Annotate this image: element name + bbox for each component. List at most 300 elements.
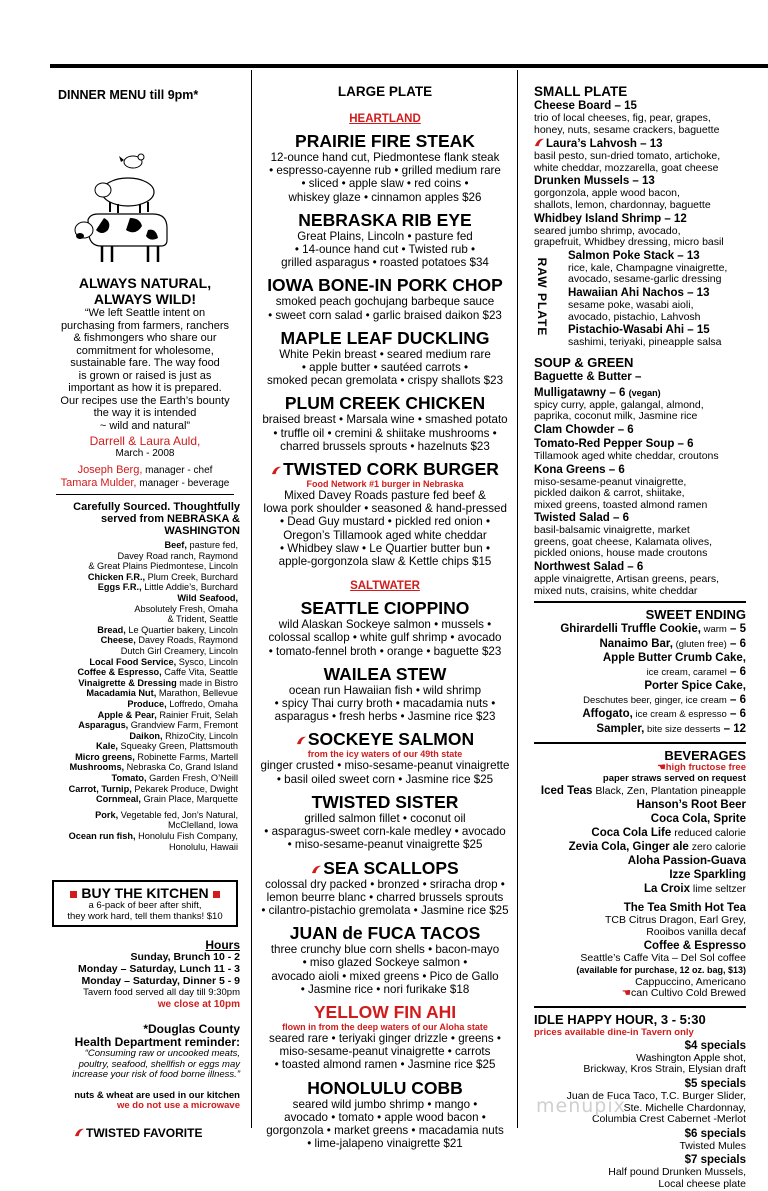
- sweet-item: [534, 693, 746, 708]
- source-row: [50, 741, 238, 752]
- dish-desc-line: braised breast • Marsala wine • smashed potato: [262, 413, 508, 427]
- source-row: [50, 688, 238, 699]
- dish-desc-line: • spicy Thai curry broth • macadamia nuts •: [274, 697, 496, 711]
- source-row: [50, 604, 238, 615]
- small-plate-desc: [534, 226, 746, 249]
- dish-desc-line: White Pekin breast • seared medium rare: [279, 347, 491, 361]
- dish-desc-line: avocado • tomato • apple wood bacon •: [284, 1110, 486, 1124]
- source-detail: Loffredo, Omaha: [166, 698, 238, 709]
- dish-desc-line: • truffle oil • cremini & shiitake mushrooms •: [273, 426, 497, 440]
- raw-plate-desc: [568, 337, 746, 349]
- dish-title: WAILEA STEW: [323, 663, 447, 684]
- dish-desc: [258, 230, 512, 270]
- dish-desc: [258, 878, 512, 918]
- source-detail: Honolulu Fish Company,: [135, 831, 238, 842]
- source-row: [50, 657, 238, 668]
- zevia-desc: zero calorie: [688, 841, 746, 854]
- hours-note: Tavern food served all day till 9:30pm: [83, 987, 240, 999]
- sweet-ending-section: [534, 607, 746, 736]
- always-line-1: ALWAYS NATURAL,: [78, 275, 212, 291]
- dish-desc-line: 12-ounce hand cut, Piedmontese flank steak: [270, 151, 500, 164]
- dish-desc-line: Mixed Davey Roads pasture fed beef &: [284, 489, 486, 503]
- source-name: Asparagus,: [78, 720, 129, 731]
- source-detail: Little Addie’s, Burchard: [141, 582, 238, 593]
- happy-special-price: $6 specials: [684, 1127, 746, 1140]
- raw-plate-title: Pistachio-Wasabi Ahi – 15: [568, 324, 710, 337]
- small-plate-desc-line: shallots, lemon, chardonnay, baguette: [534, 198, 711, 211]
- dinner-menu-heading: DINNER MENU till 9pm*: [58, 88, 199, 102]
- beverage-item: Coca Cola, Sprite: [650, 813, 746, 826]
- beverage-item: Hanson’s Root Beer: [636, 799, 746, 812]
- dish-desc-line: miso-sesame-peanut vinaigrette • carrots: [279, 1045, 491, 1059]
- source-detail: Grain Place, Marquette: [140, 794, 238, 805]
- source-row: [50, 752, 238, 763]
- hours-heading: Hours: [205, 938, 240, 953]
- dish-desc-line: • basil oiled sweet corn • Jasmine rice $25: [276, 772, 494, 786]
- sweet-desc: bite size desserts: [644, 723, 721, 735]
- story-line: commitment for wholesome,: [76, 344, 214, 357]
- can-icon: ☚: [621, 987, 632, 1000]
- dish-desc-line: colossal scallop • white gulf shrimp • avocado: [268, 631, 502, 645]
- straws-note: paper straws served on request: [602, 773, 746, 785]
- dish-desc-line: colossal dry packed • bronzed • sriracha drop •: [265, 877, 505, 891]
- owners-story: [50, 307, 240, 432]
- dish-name: [258, 858, 512, 878]
- story-line: & fishmongers who share our: [73, 332, 217, 344]
- sweet-item: [534, 665, 746, 680]
- raw-plate-desc: [568, 300, 746, 323]
- source-detail: Squeaky Green, Plattsmouth: [117, 741, 238, 752]
- source-row: [50, 784, 238, 795]
- raw-plate-title: Hawaiian Ahi Nachos – 13: [568, 286, 710, 299]
- source-detail: Davey Roads, Raymond: [135, 635, 238, 646]
- sweet-item: [534, 722, 746, 737]
- story-line: purchasing from farmers, ranchers: [60, 319, 230, 332]
- dish-title: JUAN de FUCA TACOS: [289, 923, 481, 944]
- la-croix-desc: lime seltzer: [689, 883, 746, 896]
- dish-desc: [258, 618, 512, 658]
- dish-item: [258, 210, 512, 270]
- small-plate-title: Drunken Mussels – 13: [534, 175, 655, 188]
- kona-greens-desc: [534, 477, 746, 512]
- source-name: Kale,: [96, 741, 118, 752]
- small-plate-items: [534, 100, 746, 249]
- source-name: Ocean run fish,: [68, 831, 136, 842]
- source-name: Chicken F.R.,: [87, 571, 146, 582]
- dish-desc-line: • lime-jalapeno vinaigrette $21: [307, 1137, 463, 1151]
- dish-note: flown in from the deep waters of our Aloha state: [282, 1021, 488, 1032]
- source-detail: Dutch Girl Creamery, Lincoln: [120, 645, 238, 656]
- sourced-heading-line: served from NEBRASKA &: [101, 513, 240, 525]
- heartland-heading: HEARTLAND: [349, 113, 421, 125]
- health-text-line: “Consuming raw or uncooked meats,: [84, 1048, 240, 1060]
- small-plate-desc-line: trio of local cheeses, fig, pear, grapes,: [534, 112, 711, 124]
- dish-desc: [258, 489, 512, 568]
- sweet-desc: ice cream, caramel: [646, 666, 727, 678]
- dish-desc-line: three crunchy blue corn shells • bacon-mayo: [270, 943, 500, 957]
- column-divider-left: [251, 70, 252, 1128]
- beverage-list: [534, 799, 746, 826]
- sweet-item: [534, 707, 746, 722]
- sweet-price: – 6: [726, 708, 746, 721]
- small-plate-title: Laura’s Lahvosh – 13: [546, 138, 663, 151]
- dish-name: [258, 131, 512, 151]
- source-name: Coffee & Espresso,: [77, 667, 162, 678]
- source-name: Carrot, Turnip,: [68, 783, 132, 794]
- hours-line: Monday – Saturday, Dinner 5 - 9: [81, 975, 240, 988]
- sweet-price: – 12: [720, 722, 746, 735]
- dish-desc-line: grilled asparagus • roasted potatoes $34: [281, 256, 489, 270]
- buy-the-kitchen-box: [52, 880, 238, 927]
- source-row: [50, 551, 238, 562]
- dish-desc-line: • Whidbey slaw • Le Quartier butter bun •: [279, 541, 490, 555]
- dish-desc-line: • tomato-fennel broth • orange • baguette $23: [268, 644, 502, 658]
- sweet-item: [534, 679, 746, 693]
- source-row: [50, 773, 238, 784]
- dish-desc-line: asparagus • fresh herbs • Jasmine rice $23: [274, 710, 496, 724]
- dish-item: [258, 1078, 512, 1151]
- left-column: [50, 78, 240, 1140]
- source-row: [50, 731, 238, 742]
- dish-desc-line: Great Plains, Lincoln • pasture fed: [297, 229, 473, 243]
- sweet-name: Nanaimo Bar,: [599, 637, 673, 650]
- dish-item: [258, 275, 512, 321]
- source-row: [50, 842, 238, 853]
- source-row: [50, 635, 238, 646]
- coca-cola-life-desc: reduced calorie: [671, 827, 746, 840]
- dish-desc-line: Oregon’s Tillamook aged white cheddar: [283, 528, 487, 542]
- source-row: [50, 593, 238, 604]
- source-name: Tomato,: [111, 773, 147, 784]
- dish-desc-line: • 14-ounce hand cut • Twisted rub •: [294, 243, 476, 257]
- dish-title: YELLOW FIN AHI: [313, 1001, 457, 1022]
- sweet-name: Porter Spice Cake,: [644, 680, 746, 693]
- dish-desc-line: wild Alaskan Sockeye salmon • mussels •: [278, 618, 492, 632]
- story-line: sustainable fare. The way food: [70, 357, 220, 369]
- dish-desc-line: smoked pecan gremolata • crispy shallots $23: [266, 374, 504, 388]
- happy-special-line: Twisted Mules: [679, 1139, 746, 1152]
- dish-desc: [258, 295, 512, 321]
- dish-desc-line: charred brussels sprouts • hazelnuts $23: [280, 439, 490, 453]
- dish-name: [258, 792, 512, 812]
- dish-desc-line: grilled salmon fillet • coconut oil: [304, 811, 466, 825]
- source-row: [50, 582, 238, 593]
- sweet-desc: warm: [700, 624, 727, 636]
- dish-name: [258, 393, 512, 413]
- twisted-favorite-icon: [311, 864, 322, 875]
- staff2-name: Tamara Mulder,: [60, 477, 137, 489]
- source-name: Eggs F.R.,: [97, 582, 142, 593]
- twisted-salad-line: greens, goat cheese, Kalamata olives,: [534, 535, 713, 548]
- microwave-note: we do not use a microwave: [116, 1100, 240, 1112]
- red-square-icon: [213, 891, 220, 898]
- sourced-heading: [50, 501, 240, 537]
- dish-name: [258, 598, 512, 618]
- source-row: [50, 614, 238, 625]
- dish-desc: [258, 759, 512, 785]
- farm-animals-illustration: [70, 150, 180, 265]
- tea-line: TCB Citrus Dragon, Earl Grey,: [604, 914, 746, 927]
- dish-desc-line: • toasted almond ramen • Jasmine rice $25: [274, 1058, 496, 1072]
- mulligatawny-line: paprika, coconut milk, Jasmine rice: [534, 410, 698, 423]
- source-detail: Garden Fresh, O’Neill: [146, 773, 238, 784]
- saltwater-dishes: [258, 598, 512, 1150]
- source-row: [50, 831, 238, 842]
- source-row: [50, 646, 238, 657]
- owners-name: Darrell & Laura Auld,: [89, 434, 201, 448]
- source-detail: Grandview Farm, Fremont: [128, 720, 238, 731]
- sweet-name: Apple Butter Crumb Cake,: [602, 652, 746, 665]
- source-detail: Sysco, Lincoln: [176, 656, 238, 667]
- twisted-favorite-icon: [271, 465, 282, 476]
- dish-desc: [258, 151, 512, 204]
- northwest-salad-desc: [534, 574, 746, 597]
- buy-kitchen-line-2: they work hard, tell them thanks! $10: [67, 910, 223, 922]
- happy-special-line: Local cheese plate: [658, 1177, 746, 1190]
- dish-desc-line: • miso glazed Sockeye salmon •: [302, 956, 468, 970]
- dish-title: SOCKEYE SALMON: [307, 729, 475, 750]
- twisted-favorite-icon: [74, 1127, 85, 1138]
- raw-plate-desc-line: avocado, sesame-garlic dressing: [568, 273, 722, 286]
- dish-desc-line: gorgonzola • market greens • macadamia nuts: [266, 1123, 504, 1137]
- raw-plate-desc-line: sashimi, teriyaki, pineapple salsa: [568, 336, 722, 349]
- sweet-price: – 6: [726, 693, 746, 706]
- twisted-salad-desc: [534, 525, 746, 560]
- dish-item: [258, 459, 512, 568]
- sweet-name: Ghirardelli Truffle Cookie,: [560, 623, 701, 636]
- happy-special-line: Half pound Drunken Mussels,: [608, 1166, 746, 1179]
- story-line: important as how it is prepared.: [68, 382, 222, 394]
- dish-item: [258, 1002, 512, 1072]
- happy-hour-divider: [534, 1006, 746, 1008]
- staff1-role: manager - chef: [142, 465, 213, 476]
- source-detail: Davey Road ranch, Raymond: [117, 550, 238, 561]
- sweet-item: [534, 637, 746, 652]
- twisted-salad-line: pickled onions, house made croutons: [534, 547, 708, 560]
- saltwater-heading: SALTWATER: [350, 580, 420, 593]
- baguette-item: Baguette & Butter –: [534, 370, 642, 383]
- sweet-desc: ice cream & espresso: [632, 709, 727, 721]
- tea-line: Rooibos vanilla decaf: [646, 925, 746, 938]
- kona-line: miso-sesame-peanut vinaigrette,: [534, 475, 687, 488]
- dish-item: [258, 923, 512, 996]
- health-heading-2: Health Department reminder:: [74, 1035, 240, 1050]
- small-plate-name: [534, 137, 746, 151]
- source-name: Macadamia Nut,: [86, 688, 157, 699]
- sweet-ending-items: [534, 622, 746, 736]
- source-detail: Plum Creek, Burchard: [145, 571, 238, 582]
- source-detail: pasture fed,: [186, 540, 238, 550]
- dish-name: [258, 459, 512, 479]
- twisted-favorite-label: TWISTED FAVORITE: [86, 1125, 203, 1140]
- coffee-line-4: can Cultivo Cold Brewed: [631, 987, 746, 1000]
- twisted-favorite-icon: [534, 137, 545, 148]
- northwest-salad-item: Northwest Salad – 6: [534, 561, 644, 574]
- iced-teas-desc: Black, Zen, Plantation pineapple: [592, 785, 746, 798]
- vegan-tag: (vegan): [628, 387, 661, 398]
- raw-plate-name: [568, 250, 746, 263]
- small-plate-desc-line: white cheddar, mozzarella, goat cheese: [534, 161, 719, 174]
- la-croix-name: La Croix: [643, 883, 690, 896]
- high-fructose-text: high fructose free: [665, 762, 746, 774]
- small-plate-desc-line: honey, nuts, sesame crackers, baguette: [534, 123, 720, 136]
- dish-desc-line: • asparagus-sweet corn-kale medley • avocado: [264, 825, 506, 839]
- dish-item: [258, 393, 512, 453]
- source-name: Apple & Pear,: [97, 709, 157, 720]
- happy-hour-heading: IDLE HAPPY HOUR, 3 - 5:30: [534, 1011, 706, 1027]
- large-plate-heading: LARGE PLATE: [337, 84, 433, 99]
- dish-desc-line: seared wild jumbo shrimp • mango •: [292, 1097, 478, 1111]
- dish-title: TWISTED CORK BURGER: [283, 459, 499, 480]
- dish-item: [258, 792, 512, 852]
- raw-plate-desc: [568, 263, 746, 286]
- story-line: “We left Seattle intent on: [84, 307, 206, 319]
- source-name: Produce,: [127, 698, 167, 709]
- dish-desc-line: avocado aioli • mixed greens • Pico de Gallo: [271, 969, 499, 983]
- hours-line: Monday – Saturday, Lunch 11 - 3: [77, 963, 240, 976]
- large-plate-column: [258, 78, 512, 1150]
- dish-desc-line: • sweet corn salad • garlic braised daikon $23: [268, 308, 502, 322]
- dish-item: [258, 131, 512, 204]
- happy-special-line: Ste. Michelle Chardonnay,: [623, 1101, 746, 1114]
- health-text-line: poultry, seafood, shellfish or eggs may: [78, 1058, 240, 1070]
- raw-plate-label: RAW PLATE: [535, 257, 549, 337]
- high-fructose-free: [534, 763, 746, 773]
- small-plate-desc: [534, 151, 746, 174]
- small-plate-title: Whidbey Island Shrimp – 12: [534, 212, 687, 225]
- happy-special-line: Washington Apple shot,: [636, 1051, 746, 1064]
- source-detail: Caffe Vita, Seattle: [161, 667, 238, 678]
- northwest-line: mixed nuts, craisins, white cheddar: [534, 584, 698, 597]
- dish-item: [258, 729, 512, 785]
- kona-line: pickled daikon & carrot, shiitake,: [534, 487, 685, 500]
- dish-item: [258, 598, 512, 658]
- hours-list: [50, 951, 240, 987]
- source-detail: Nebraska Co, Grand Island: [124, 762, 238, 773]
- always-natural-heading: [50, 275, 240, 307]
- raw-plate-name: [568, 287, 746, 300]
- coffee-line-1: Seattle’s Caffe Vita – Del Sol coffee: [580, 952, 746, 965]
- hours-section: [50, 939, 240, 1011]
- dish-note: Food Network #1 burger in Nebraska: [306, 479, 464, 490]
- health-heading-1: *Douglas County: [143, 1022, 240, 1037]
- sourced-heading-line: Carefully Sourced. Thoughtfully: [73, 501, 240, 513]
- dish-name: [258, 664, 512, 684]
- source-detail: & Great Plains Piedmontese, Lincoln: [88, 561, 238, 572]
- raw-plate-desc-line: avocado, pistachio, Lahvosh: [568, 310, 701, 323]
- source-name: Local Food Service,: [89, 656, 177, 667]
- dish-name: [258, 923, 512, 943]
- mulligatawny-line: spicy curry, apple, galangal, almond,: [534, 398, 704, 411]
- dish-desc-line: • cilantro-pistachio gremolata • Jasmine rice $25: [261, 903, 509, 917]
- coca-cola-life-name: Coca Cola Life: [591, 827, 672, 840]
- source-row: [50, 561, 238, 572]
- northwest-line: apple vinaigrette, Artisan greens, pears,: [534, 573, 720, 586]
- source-row: [50, 720, 238, 731]
- clam-chowder-item: Clam Chowder – 6: [534, 423, 634, 436]
- dish-title: SEA SCALLOPS: [323, 857, 459, 878]
- dish-desc-line: smoked peach gochujang barbeque sauce: [275, 295, 495, 309]
- health-text: [50, 1049, 240, 1081]
- happy-special-line: Columbia Crest Cabernet -Merlot: [591, 1113, 746, 1126]
- dish-desc: [258, 413, 512, 453]
- twisted-salad-item: Twisted Salad – 6: [534, 512, 630, 525]
- source-name: Vinaigrette & Dressing: [78, 677, 177, 688]
- happy-special-price: $7 specials: [684, 1154, 746, 1167]
- health-reminder: [50, 1023, 240, 1081]
- coffee-line-2: (available for purchase, 12 oz. bag, $13): [576, 965, 746, 976]
- dish-title: SEATTLE CIOPPINO: [300, 598, 470, 619]
- dish-desc: [258, 812, 512, 852]
- happy-hour-subheading: prices available dine-in Tavern only: [534, 1026, 694, 1038]
- heartland-dishes: [258, 131, 512, 568]
- source-detail: Rainier Fruit, Selah: [156, 709, 238, 720]
- dish-item: [258, 664, 512, 724]
- small-plate-desc: [534, 113, 746, 136]
- source-row: [50, 540, 238, 551]
- dish-desc: [258, 1098, 512, 1151]
- dish-title: TWISTED SISTER: [311, 791, 459, 812]
- source-row: [50, 710, 238, 721]
- small-plate-desc-line: gorgonzola, apple wood bacon,: [534, 187, 680, 200]
- source-detail: McClelland, Iowa: [168, 820, 238, 831]
- source-name: Daikon,: [129, 730, 163, 741]
- source-name: Pork,: [95, 809, 119, 820]
- dish-name: [258, 328, 512, 348]
- small-plate-desc-line: basil pesto, sun-dried tomato, artichoke,: [534, 150, 721, 163]
- sweet-name: Sampler,: [596, 722, 645, 735]
- buy-kitchen-line-1: a 6-pack of beer after shift,: [88, 900, 202, 912]
- mulligatawny-item: [534, 387, 746, 400]
- dish-desc-line: • apple butter • sautéed carrots •: [301, 361, 469, 375]
- twisted-favorite-legend: [74, 1126, 240, 1140]
- dish-item: [258, 328, 512, 388]
- dish-name: [258, 729, 512, 749]
- nuts-note: nuts & wheat are used in our kitchen: [74, 1089, 240, 1101]
- dish-name: [258, 1002, 512, 1022]
- kona-line: mixed greens, toasted almond ramen: [534, 498, 708, 511]
- sweet-desc: Deschutes beer, ginger, ice cream: [583, 694, 727, 706]
- dish-desc-line: lemon beurre blanc • charred brussels sprouts: [266, 890, 504, 904]
- sweet-item: [534, 622, 746, 637]
- dish-desc: [258, 943, 512, 996]
- dish-item: [258, 858, 512, 918]
- dish-desc-line: • sliced • apple slaw • red coins •: [301, 177, 469, 191]
- left-divider: [56, 494, 234, 495]
- happy-special-line: Brickway, Kros Strain, Elysian draft: [583, 1063, 746, 1076]
- source-name: Mushrooms,: [69, 762, 125, 773]
- source-detail: Absolutely Fresh, Omaha: [134, 603, 238, 614]
- sources-list: [50, 540, 240, 852]
- beverages-heading: BEVERAGES: [664, 748, 746, 764]
- raw-plate-desc-line: rice, kale, Champagne vinaigrette,: [568, 261, 728, 274]
- story-line: the way it is intended: [93, 407, 197, 419]
- small-plate-desc-line: seared jumbo shrimp, avocado,: [534, 224, 681, 237]
- mulligatawny-name: Mulligatawny – 6: [534, 386, 626, 399]
- dish-desc: [258, 1032, 512, 1072]
- dish-note: from the icy waters of our 49th state: [307, 749, 463, 760]
- sourced-heading-line: WASHINGTON: [164, 525, 240, 537]
- column-divider-right: [517, 70, 518, 1128]
- sweet-divider: [534, 601, 746, 603]
- source-detail: Honolulu, Hawaii: [169, 841, 238, 852]
- red-square-icon: [70, 891, 77, 898]
- hot-tea-heading: The Tea Smith Hot Tea: [623, 902, 746, 915]
- tomato-soup-line: Tillamook aged white cheddar, croutons: [534, 449, 719, 462]
- health-text-line: increase your risk of food borne illness.”: [72, 1069, 240, 1081]
- source-row: [50, 810, 238, 821]
- sweet-ending-heading: SWEET ENDING: [645, 607, 746, 623]
